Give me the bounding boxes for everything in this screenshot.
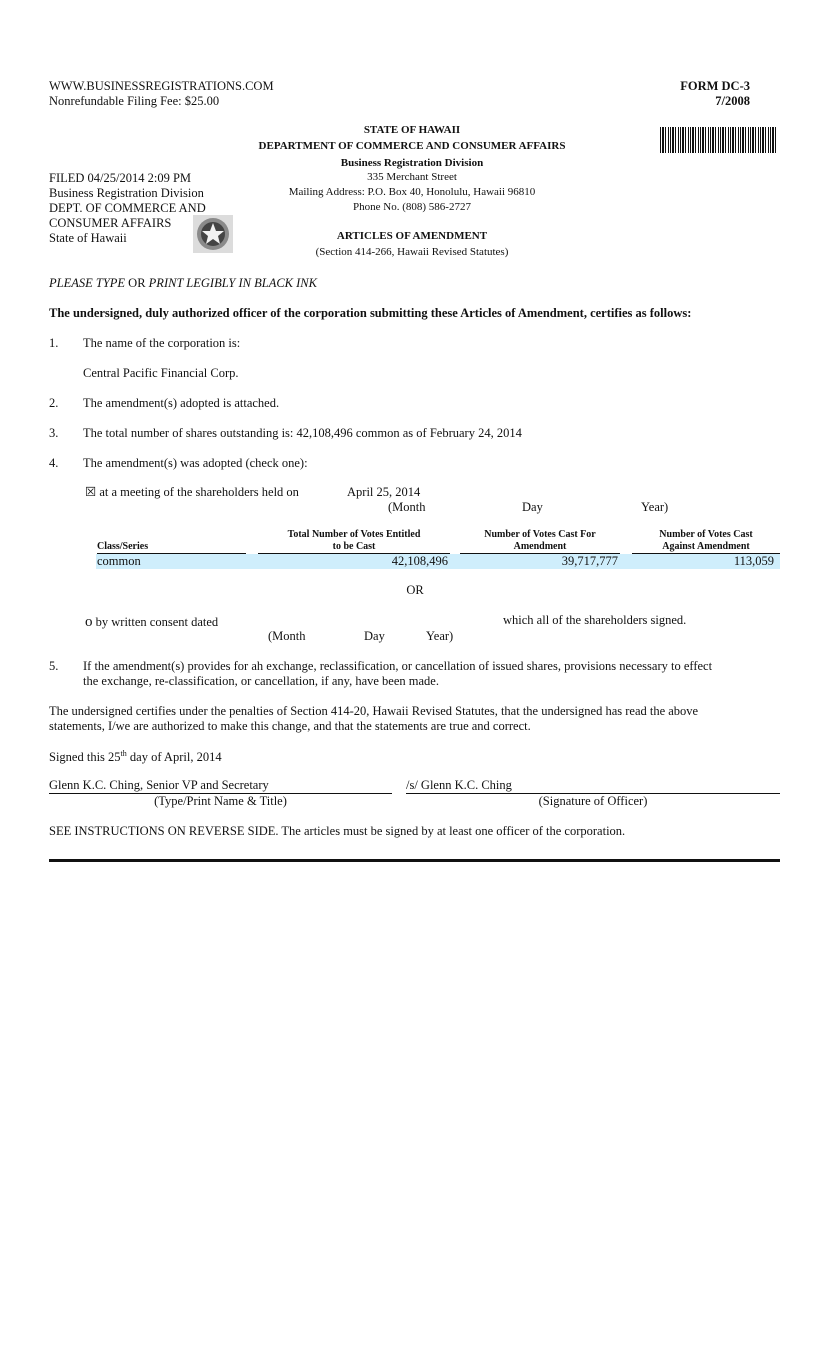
- item-number-4: 4.: [49, 456, 59, 470]
- please-type-text: PLEASE TYPE: [49, 276, 126, 290]
- phone-number: Phone No. (808) 586-2727: [353, 201, 471, 213]
- filed-line-2: Business Registration Division: [49, 186, 204, 200]
- name-title-field: Glenn K.C. Ching, Senior VP and Secretary: [49, 778, 392, 794]
- written-year-label: Year): [426, 629, 454, 643]
- division-title: Business Registration Division: [340, 157, 484, 169]
- signature-field: /s/ Glenn K.C. Ching: [406, 778, 780, 794]
- signed-suffix: th: [120, 749, 127, 758]
- footer-instructions: SEE INSTRUCTIONS ON REVERSE SIDE. The articles must be signed by at least one officer of the corporation.: [49, 824, 626, 838]
- header-against-line-2: Against Amendment: [632, 541, 780, 554]
- header-total-line-1: Total Number of Votes Entitled: [287, 529, 421, 540]
- form-id: FORM DC-3: [680, 79, 750, 93]
- cell-votes-against: 113,059: [733, 554, 774, 568]
- header-total-line-2: to be Cast: [258, 541, 450, 554]
- meeting-checkbox[interactable]: ☒: [85, 485, 97, 499]
- name-title-caption: (Type/Print Name & Title): [154, 794, 287, 808]
- signature-caption: (Signature of Officer): [538, 794, 648, 808]
- filing-fee-text: Nonrefundable Filing Fee: $25.00: [49, 94, 220, 108]
- department-title: DEPARTMENT OF COMMERCE AND CONSUMER AFFAIRS: [258, 140, 566, 152]
- statute-reference: (Section 414-266, Hawaii Revised Statutes): [315, 246, 509, 258]
- written-day-label: Day: [364, 629, 385, 643]
- bottom-rule: [49, 859, 780, 862]
- barcode-image: [660, 127, 776, 153]
- meeting-date: April 25, 2014: [347, 485, 421, 499]
- item-text-1: The name of the corporation is:: [83, 336, 241, 350]
- certification-line-2: statements, I/we are authorized to make this change, and that the statements are true and correct.: [49, 719, 531, 733]
- document-title: ARTICLES OF AMENDMENT: [336, 230, 488, 242]
- signed-prefix: Signed this 25: [49, 750, 121, 765]
- or-separator: OR: [406, 583, 424, 597]
- written-consent-signed-text: which all of the shareholders signed.: [503, 613, 687, 627]
- signed-rest: day of April, 2014: [126, 750, 222, 765]
- signed-date-line: [49, 749, 222, 765]
- header-for-line-1: Number of Votes Cast For: [484, 529, 596, 540]
- mailing-address: Mailing Address: P.O. Box 40, Honolulu, Hawaii 96810: [288, 186, 536, 198]
- item-number-5: 5.: [49, 659, 59, 673]
- item-text-3: The total number of shares outstanding is: 42,108,496 common as of February 24, 2014: [83, 426, 522, 440]
- meeting-option: [85, 485, 299, 500]
- item-text-2: The amendment(s) adopted is attached.: [83, 396, 280, 410]
- item-number-1: 1.: [49, 336, 59, 350]
- website-text: WWW.BUSINESSREGISTRATIONS.COM: [49, 79, 274, 93]
- written-consent-option: [85, 613, 218, 631]
- cell-total-votes: 42,108,496: [391, 554, 448, 568]
- or-connector: OR: [125, 276, 149, 290]
- item-text-5-line-2: the exchange, re-classification, or cancellation, if any, have been made.: [83, 674, 439, 688]
- written-consent-radio[interactable]: o: [85, 614, 93, 630]
- cell-votes-for: 39,717,777: [561, 554, 618, 568]
- state-title: STATE OF HAWAII: [363, 124, 461, 136]
- filed-line-3: DEPT. OF COMMERCE AND: [49, 201, 206, 215]
- print-instruction: [49, 276, 317, 291]
- item-text-4: The amendment(s) was adopted (check one):: [83, 456, 308, 470]
- street-address: 335 Merchant Street: [367, 171, 457, 183]
- item-text-5-line-1: If the amendment(s) provides for ah exchange, reclassification, or cancellation of issued shares, provisions necessary to effect: [83, 659, 713, 673]
- written-month-label: (Month: [268, 629, 306, 643]
- filed-line-1: FILED 04/25/2014 2:09 PM: [49, 171, 192, 185]
- filed-line-4: CONSUMER AFFAIRS: [49, 216, 172, 230]
- written-consent-label: by written consent dated: [95, 615, 219, 629]
- meeting-year-label: Year): [641, 500, 669, 514]
- intro-statement: The undersigned, duly authorized officer of the corporation submitting these Articles of Amendment, certifies as follows:: [49, 306, 692, 320]
- item-number-3: 3.: [49, 426, 59, 440]
- meeting-label: at a meeting of the shareholders held on: [99, 485, 299, 499]
- certification-line-1: The undersigned certifies under the penalties of Section 414-20, Hawaii Revised Statutes, that the undersigned has read the above: [49, 704, 699, 718]
- filed-line-5: State of Hawaii: [49, 231, 127, 245]
- print-legibly-text: PRINT LEGIBLY IN BLACK INK: [148, 276, 317, 290]
- meeting-day-label: Day: [522, 500, 543, 514]
- cell-class: common: [97, 554, 141, 568]
- header-against-line-1: Number of Votes Cast: [659, 529, 753, 540]
- form-date: 7/2008: [715, 94, 750, 108]
- item-number-2: 2.: [49, 396, 59, 410]
- header-for-line-2: Amendment: [460, 541, 620, 554]
- header-class-series: Class/Series: [97, 541, 246, 554]
- meeting-month-label: (Month: [388, 500, 426, 514]
- corporation-name: Central Pacific Financial Corp.: [83, 366, 239, 380]
- state-seal-icon: [193, 215, 233, 253]
